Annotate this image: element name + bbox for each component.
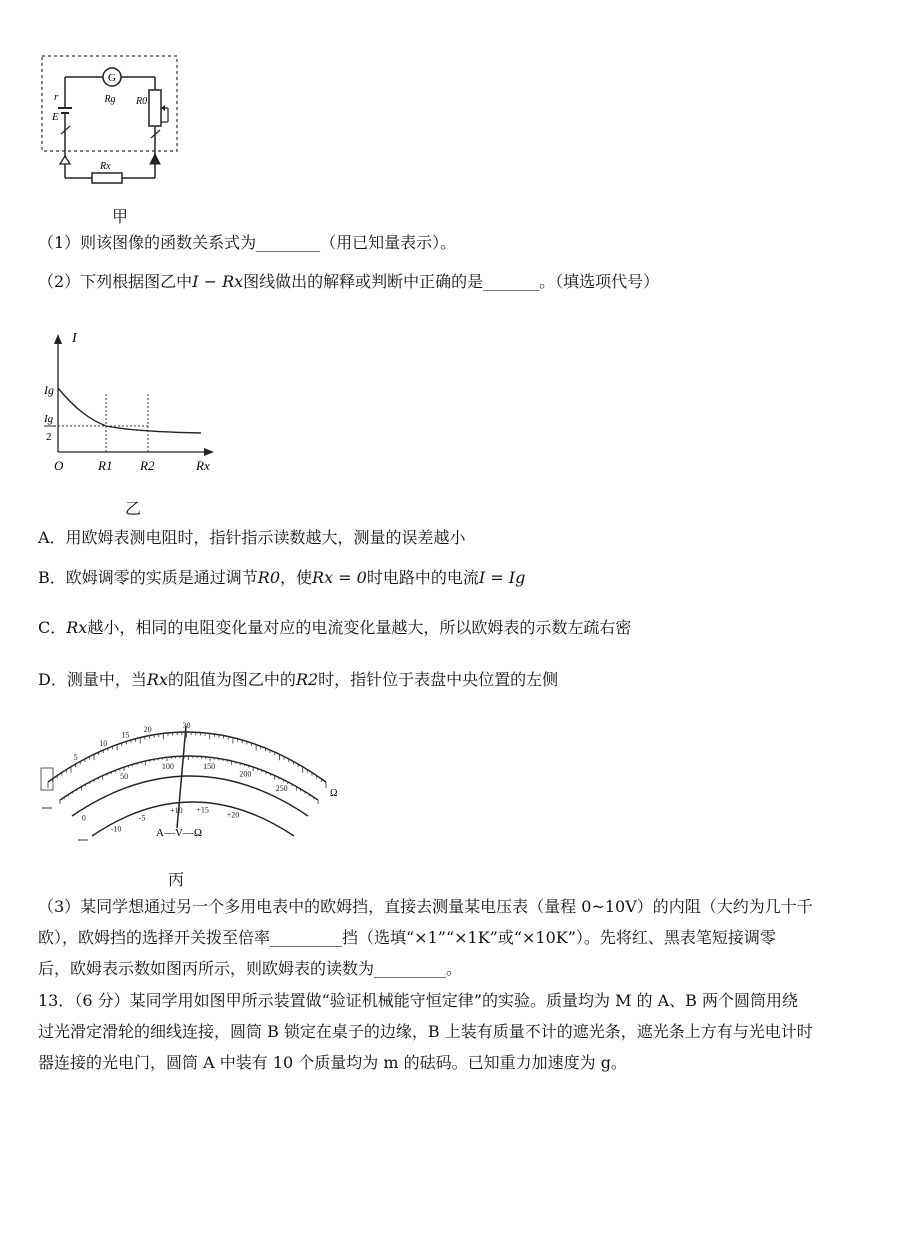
option-c-rx: Rx [66, 618, 88, 637]
option-c-post: 越小，相同的电阻变化量对应的电流变化量越大，所以欧姆表的示数左疏右密 [87, 618, 632, 637]
dial-scale-number: 250 [275, 783, 288, 793]
question-2-formula: I − Rx [192, 272, 244, 291]
dial-scale-number: -10 [110, 824, 122, 834]
figure-yi-graph [36, 322, 221, 482]
r-label: r [54, 91, 59, 103]
question-13 [38, 985, 868, 1078]
dial-scale-number: +20 [226, 810, 240, 820]
dial-label: A—V—Ω [156, 827, 203, 839]
ig-label: Ig [44, 383, 54, 397]
x-axis-label: Rx [196, 458, 210, 473]
question-3 [38, 891, 868, 984]
dial-scale-number: 20 [143, 724, 152, 734]
r0-resistor [149, 90, 161, 126]
question-2-pre: （2）下列根据图乙中 [38, 272, 193, 291]
question-3-line-2: 欧），欧姆挡的选择开关拨至倍率_________挡（选填“×1”“×1K”或“×10K”）。先将红、黑表笔短接调零 [38, 928, 776, 947]
figure-yi-caption: 乙 [125, 499, 142, 518]
figure-jia-circuit [30, 50, 190, 190]
option-d-rx: Rx [146, 670, 168, 689]
rx-resistor [92, 173, 122, 183]
option-c [38, 617, 631, 639]
omega-label: Ω [330, 788, 338, 799]
dial-scale-number: 50 [120, 772, 129, 781]
option-b [38, 567, 525, 589]
dial-scale-number: -5 [138, 813, 146, 823]
dial-scale-number: 0 [81, 813, 86, 823]
question-2 [38, 271, 659, 293]
option-b-mid: ，使 [280, 568, 313, 587]
option-b-rx: Rx = 0 [312, 568, 367, 587]
figure-bing-caption: 丙 [168, 870, 185, 889]
rg-label: Rg [104, 94, 116, 105]
r1-label: R1 [98, 458, 113, 473]
e-label: E [52, 111, 59, 123]
option-d [38, 669, 558, 691]
figure-jia-caption: 甲 [112, 207, 129, 226]
option-a: A．用欧姆表测电阻时，指针指示读数越大，测量的误差越小 [38, 528, 466, 547]
dial-scale-number: +15 [196, 805, 209, 815]
question-1: （1）则该图像的函数关系式为________（用已知量表示）。 [38, 233, 457, 252]
dial-numbers [74, 721, 288, 834]
question-13-line-3: 器连接的光电门，圆筒 A 中装有 10 个质量均为 m 的砝码。已知重力加速度为 g。 [38, 1053, 627, 1072]
galvanometer-label: G [108, 72, 116, 84]
option-b-i: I = Ig [478, 568, 526, 587]
option-b-pre: B．欧姆调零的实质是通过调节 [38, 568, 258, 587]
option-c-pre: C． [38, 618, 67, 637]
question-3-line-3: 后，欧姆表示数如图丙所示，则欧姆表的读数为_________。 [38, 959, 463, 978]
option-d-pre: D．测量中，当 [38, 670, 147, 689]
option-b-post: 时电路中的电流 [366, 568, 479, 587]
ig-half-numerator: Ig [44, 413, 54, 425]
ig-half-denominator: 2 [46, 431, 52, 443]
rx-label: Rx [100, 161, 111, 172]
scale-arc-3 [72, 776, 308, 816]
question-2-post: 图线做出的解释或判断中正确的是_______。（填选项代号） [243, 272, 660, 291]
dial-scale-number: 5 [73, 753, 78, 762]
option-d-mid: 的阻值为图乙中的 [167, 670, 296, 689]
option-d-r2: R2 [295, 670, 319, 689]
dial-ticks [48, 732, 326, 804]
dial-scale-number: +10 [170, 805, 183, 815]
dial-scale-number: 10 [99, 739, 108, 748]
origin-label: O [54, 458, 64, 473]
left-probe-icon [60, 156, 70, 164]
dial-scale-number: 15 [121, 730, 130, 740]
question-13-line-1: 13．（6 分）某同学用如图甲所示装置做“验证机械能守恒定律”的实验。质量均为 M 的 A、B 两个圆筒用绕 [38, 991, 799, 1010]
question-13-line-2: 过光滑定滑轮的细线连接，圆筒 B 锁定在桌子的边缘，B 上装有质量不计的遮光条，遮光条上方有与光电计时 [38, 1022, 813, 1041]
y-axis-label: I [72, 331, 77, 346]
right-probe-icon [150, 154, 160, 164]
r2-label: R2 [140, 458, 155, 473]
figure-bing-dial [38, 712, 338, 852]
question-3-line-1: （3）某同学想通过另一个多用电表中的欧姆挡，直接去测量某电压表（量程 0~10V）的内阻（大约为几十千 [38, 897, 813, 916]
r0-label: R0 [136, 96, 148, 107]
dial-scale-number: 100 [161, 762, 174, 772]
dial-scale-number: 30 [182, 721, 191, 730]
option-d-post: 时，指针位于表盘中央位置的左侧 [318, 670, 559, 689]
dial-scale-number: 200 [239, 769, 252, 779]
dial-scale-number: 150 [203, 762, 216, 772]
option-b-r0: R0 [257, 568, 280, 587]
